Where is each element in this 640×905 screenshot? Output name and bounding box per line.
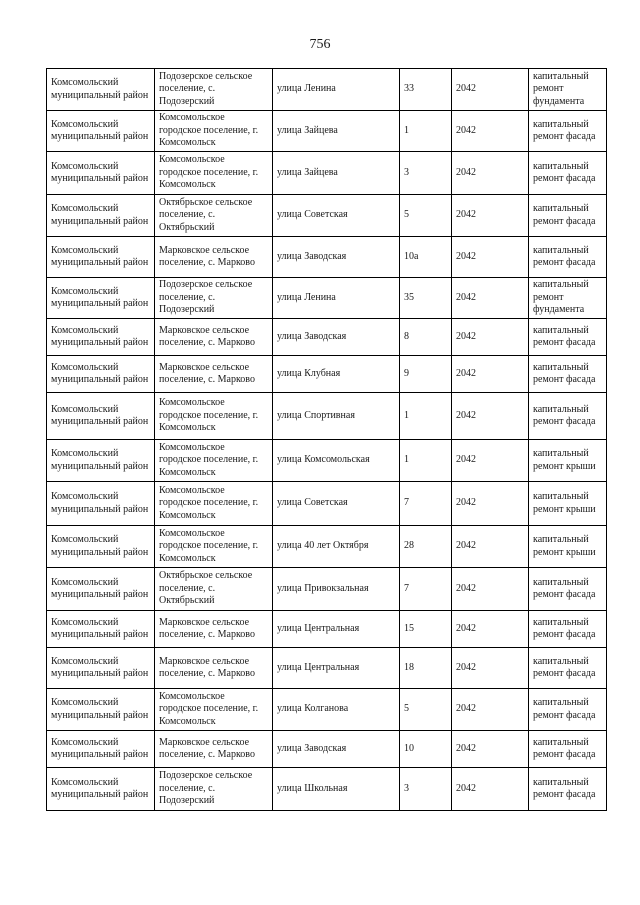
year-cell: 2042 <box>452 278 529 319</box>
district-cell: Комсомольский муниципальный район <box>47 393 155 440</box>
work-type-cell: капитальный ремонт фасада <box>529 611 607 648</box>
house-number-cell: 7 <box>400 568 452 611</box>
table-row <box>47 648 607 689</box>
year-cell: 2042 <box>452 689 529 731</box>
settlement-cell: Подозерское сельское поселение, с. Подозерский <box>155 278 273 319</box>
street-cell: улица Спортивная <box>273 393 400 440</box>
house-number-cell: 28 <box>400 526 452 568</box>
work-type-cell: капитальный ремонт фундамента <box>529 69 607 111</box>
house-number-cell: 33 <box>400 69 452 111</box>
settlement-cell: Октябрьское сельское поселение, с. Октябрьский <box>155 568 273 611</box>
street-cell: улица Зайцева <box>273 111 400 152</box>
table-row <box>47 768 607 811</box>
settlement-cell: Марковское сельское поселение, с. Марково <box>155 611 273 648</box>
street-cell: улица Школьная <box>273 768 400 811</box>
work-type-cell: капитальный ремонт фасада <box>529 393 607 440</box>
house-number-cell: 1 <box>400 440 452 482</box>
year-cell: 2042 <box>452 526 529 568</box>
work-type-cell: капитальный ремонт крыши <box>529 440 607 482</box>
table-row <box>47 152 607 195</box>
house-number-cell: 1 <box>400 111 452 152</box>
year-cell: 2042 <box>452 393 529 440</box>
settlement-cell: Подозерское сельское поселение, с. Подозерский <box>155 69 273 111</box>
settlement-cell: Подозерское сельское поселение, с. Подозерский <box>155 768 273 811</box>
work-type-cell: капитальный ремонт фасада <box>529 356 607 393</box>
street-cell: улица Советская <box>273 195 400 237</box>
work-type-cell: капитальный ремонт фундамента <box>529 278 607 319</box>
district-cell: Комсомольский муниципальный район <box>47 237 155 278</box>
repair-schedule-table <box>46 68 607 811</box>
settlement-cell: Комсомольское городское поселение, г. Комсомольск <box>155 393 273 440</box>
year-cell: 2042 <box>452 648 529 689</box>
year-cell: 2042 <box>452 482 529 526</box>
settlement-cell: Комсомольское городское поселение, г. Комсомольск <box>155 689 273 731</box>
house-number-cell: 9 <box>400 356 452 393</box>
house-number-cell: 15 <box>400 611 452 648</box>
table-row <box>47 237 607 278</box>
house-number-cell: 5 <box>400 689 452 731</box>
district-cell: Комсомольский муниципальный район <box>47 69 155 111</box>
table-row <box>47 69 607 111</box>
street-cell: улица Колганова <box>273 689 400 731</box>
settlement-cell: Комсомольское городское поселение, г. Комсомольск <box>155 440 273 482</box>
street-cell: улица Заводская <box>273 237 400 278</box>
district-cell: Комсомольский муниципальный район <box>47 278 155 319</box>
house-number-cell: 10а <box>400 237 452 278</box>
street-cell: улица Заводская <box>273 731 400 768</box>
settlement-cell: Комсомольское городское поселение, г. Комсомольск <box>155 152 273 195</box>
street-cell: улица Клубная <box>273 356 400 393</box>
settlement-cell: Марковское сельское поселение, с. Марково <box>155 648 273 689</box>
work-type-cell: капитальный ремонт фасада <box>529 568 607 611</box>
work-type-cell: капитальный ремонт фасада <box>529 237 607 278</box>
district-cell: Комсомольский муниципальный район <box>47 356 155 393</box>
settlement-cell: Марковское сельское поселение, с. Марково <box>155 731 273 768</box>
district-cell: Комсомольский муниципальный район <box>47 319 155 356</box>
street-cell: улица Центральная <box>273 611 400 648</box>
district-cell: Комсомольский муниципальный район <box>47 768 155 811</box>
district-cell: Комсомольский муниципальный район <box>47 731 155 768</box>
street-cell: улица Ленина <box>273 278 400 319</box>
district-cell: Комсомольский муниципальный район <box>47 111 155 152</box>
year-cell: 2042 <box>452 111 529 152</box>
year-cell: 2042 <box>452 731 529 768</box>
settlement-cell: Марковское сельское поселение, с. Марково <box>155 356 273 393</box>
table-row <box>47 111 607 152</box>
year-cell: 2042 <box>452 69 529 111</box>
settlement-cell: Комсомольское городское поселение, г. Комсомольск <box>155 111 273 152</box>
settlement-cell: Октябрьское сельское поселение, с. Октябрьский <box>155 195 273 237</box>
page-number: 756 <box>309 37 331 52</box>
year-cell: 2042 <box>452 568 529 611</box>
year-cell: 2042 <box>452 768 529 811</box>
table-row <box>47 526 607 568</box>
table-row <box>47 731 607 768</box>
house-number-cell: 3 <box>400 768 452 811</box>
table-row <box>47 482 607 526</box>
work-type-cell: капитальный ремонт фасада <box>529 768 607 811</box>
house-number-cell: 3 <box>400 152 452 195</box>
district-cell: Комсомольский муниципальный район <box>47 152 155 195</box>
year-cell: 2042 <box>452 440 529 482</box>
work-type-cell: капитальный ремонт фасада <box>529 152 607 195</box>
table-row <box>47 195 607 237</box>
street-cell: улица Заводская <box>273 319 400 356</box>
work-type-cell: капитальный ремонт фасада <box>529 195 607 237</box>
work-type-cell: капитальный ремонт фасада <box>529 648 607 689</box>
district-cell: Комсомольский муниципальный район <box>47 195 155 237</box>
table-row <box>47 440 607 482</box>
district-cell: Комсомольский муниципальный район <box>47 648 155 689</box>
house-number-cell: 1 <box>400 393 452 440</box>
year-cell: 2042 <box>452 611 529 648</box>
work-type-cell: капитальный ремонт фасада <box>529 319 607 356</box>
street-cell: улица Комсомольская <box>273 440 400 482</box>
work-type-cell: капитальный ремонт крыши <box>529 482 607 526</box>
house-number-cell: 10 <box>400 731 452 768</box>
work-type-cell: капитальный ремонт крыши <box>529 526 607 568</box>
work-type-cell: капитальный ремонт фасада <box>529 731 607 768</box>
house-number-cell: 8 <box>400 319 452 356</box>
year-cell: 2042 <box>452 237 529 278</box>
table-row <box>47 319 607 356</box>
settlement-cell: Марковское сельское поселение, с. Марково <box>155 237 273 278</box>
district-cell: Комсомольский муниципальный район <box>47 482 155 526</box>
house-number-cell: 18 <box>400 648 452 689</box>
work-type-cell: капитальный ремонт фасада <box>529 689 607 731</box>
street-cell: улица Привокзальная <box>273 568 400 611</box>
table-row <box>47 568 607 611</box>
street-cell: улица Зайцева <box>273 152 400 195</box>
street-cell: улица Советская <box>273 482 400 526</box>
settlement-cell: Комсомольское городское поселение, г. Комсомольск <box>155 482 273 526</box>
year-cell: 2042 <box>452 195 529 237</box>
year-cell: 2042 <box>452 356 529 393</box>
table-row <box>47 689 607 731</box>
settlement-cell: Марковское сельское поселение, с. Марково <box>155 319 273 356</box>
district-cell: Комсомольский муниципальный район <box>47 568 155 611</box>
house-number-cell: 5 <box>400 195 452 237</box>
table-row <box>47 278 607 319</box>
street-cell: улица Ленина <box>273 69 400 111</box>
street-cell: улица 40 лет Октября <box>273 526 400 568</box>
house-number-cell: 7 <box>400 482 452 526</box>
table-body <box>47 69 607 811</box>
settlement-cell: Комсомольское городское поселение, г. Комсомольск <box>155 526 273 568</box>
district-cell: Комсомольский муниципальный район <box>47 440 155 482</box>
year-cell: 2042 <box>452 319 529 356</box>
house-number-cell: 35 <box>400 278 452 319</box>
work-type-cell: капитальный ремонт фасада <box>529 111 607 152</box>
year-cell: 2042 <box>452 152 529 195</box>
table-row <box>47 393 607 440</box>
table-row <box>47 611 607 648</box>
street-cell: улица Центральная <box>273 648 400 689</box>
district-cell: Комсомольский муниципальный район <box>47 526 155 568</box>
district-cell: Комсомольский муниципальный район <box>47 611 155 648</box>
table-row <box>47 356 607 393</box>
district-cell: Комсомольский муниципальный район <box>47 689 155 731</box>
